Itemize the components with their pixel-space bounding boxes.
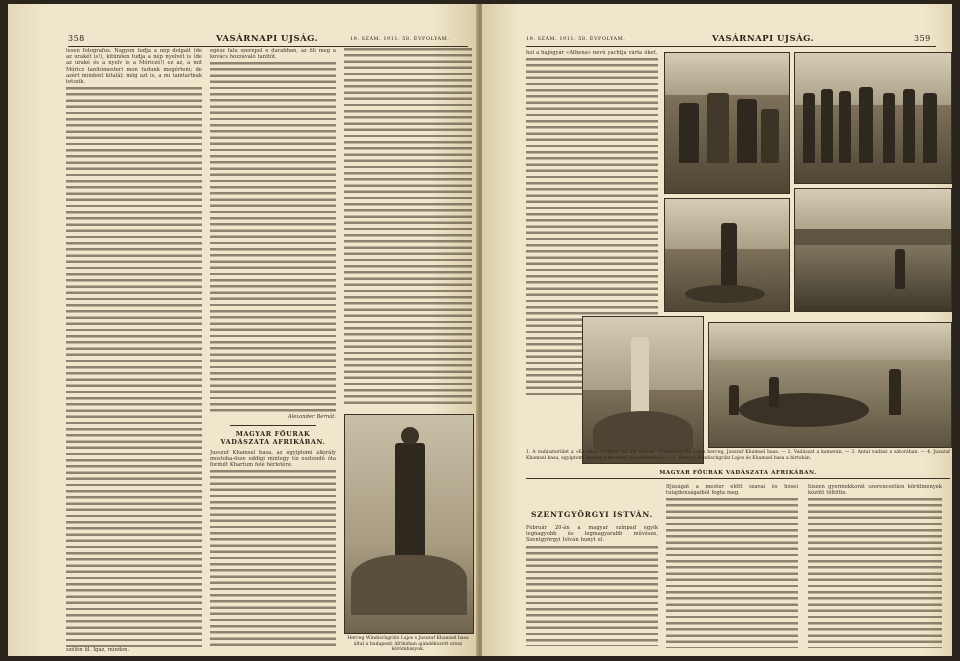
article-banner: MAGYAR FŐURAK VADÁSZATA AFRIKÁBAN. [526, 470, 950, 479]
left-col2-body-text [210, 62, 336, 414]
left-column-2 [210, 48, 336, 652]
left-column-1 [66, 48, 202, 652]
left-col2-opening: egész falu szerepel e darabban, az öli meg a kovács hozzávaló tanitót. [210, 48, 336, 61]
article-title-left: MAGYAR FŐURAK VADÁSZATA AFRIKÁBAN. [220, 429, 326, 446]
right-col1-opening: hol a hajógyár «Athena» nevű yachtja várta őket. [526, 50, 658, 56]
left-header [68, 32, 468, 47]
szentgyorgyi-column-3 [808, 484, 942, 652]
animal-skin [351, 555, 467, 615]
right-page [482, 4, 952, 656]
szentgyorgyi-body-3 [808, 498, 942, 648]
left-col1-opening: lesen fotografus. Nagyon tudja a nép dolgait (de az urakét is!), kitünően tudja a nép nyelvét is (de az uraké és a nyelv is a Móriczé!) ez az, a mit Móricz tanitómesteri mon tudunk megérteni; de azért mindent kitalál; mög azt is, a mi tamtartnak tetszik. [66, 48, 202, 86]
left-running-date: 19. SZÁM. 1911. 58. ÉVFOLYAM. [350, 36, 450, 42]
szentgyorgyi-col3-opening: hiszen gyermekkorát szerencsétlen körülmények között töltötte. [808, 484, 942, 497]
photo-landscape [794, 188, 952, 312]
szentgyorgyi-opening: Február 20-án a magyar színpad egyik legnagyobb és legmagyarabb művésze, Szentgyörgyi István hunyt el. [526, 525, 658, 544]
szentgyorgyi-body-1 [526, 546, 658, 646]
officer-head [401, 427, 419, 445]
article-body-text [210, 470, 336, 650]
review-signature: Alexander Bernát. [287, 414, 336, 421]
left-running-title: VASÁRNAPI UJSÁG. [216, 34, 319, 44]
photo-captions: 1. A vadászterület a «Karafle» yachton: Az ülő sorban: Windischgrätz Lajos herceg, Jusszuf Khamsel basa. — 2. Vadászat a kamerán. — 3. Antal vadász a sátorában. — 4. Jusszuf Khamsel basa, egyiptomi herceg a bevezető fácánfészekről. — 5. Herceg Windischgrätz Lajos és Khamsel basa a birtokán. [526, 450, 950, 461]
photo-hunting-party [794, 52, 952, 184]
photo-hippo-river [708, 322, 952, 448]
left-col1-closing: szélén ül. Igaz, minden. [66, 647, 130, 652]
szentgyorgyi-title: SZENTGYÖRGYI ISTVÁN. [531, 510, 653, 519]
article-opening: Jusszuf Khamsel basa, az egyiptomi alkirály mostoha-ösze eddigi mintegy tíz esztendő óta fordult Khartum felé bérletére. [210, 449, 336, 469]
szentgyorgyi-col2-opening: Ifjúságát a mester előtt szavai és hősei tulajdonságaiból fogta meg. [666, 484, 798, 497]
photo-group-yacht [664, 52, 790, 194]
left-page-number: 358 [68, 34, 85, 43]
section-divider [230, 425, 316, 426]
right-running-date: 19. SZÁM. 1911. 58. ÉVFOLYAM. [526, 36, 626, 42]
right-header [526, 32, 936, 47]
officer-figure [395, 443, 425, 573]
photo-hunter-rifle [664, 198, 790, 312]
left-page [8, 4, 478, 656]
newspaper-spread [8, 4, 952, 656]
szentgyorgyi-column-1 [526, 484, 658, 652]
officer-photo-caption: Herceg Windischgrätz Lajos s Jusszuf Khamsel basa által a budapesti Afrikában ajándékozott orosz körömbásyuk. [347, 636, 469, 653]
officer-photo [344, 414, 474, 634]
szentgyorgyi-body-2 [666, 498, 798, 648]
photo-hunter-trophy [582, 316, 704, 464]
szentgyorgyi-column-2 [666, 484, 798, 652]
right-page-number: 359 [914, 34, 931, 43]
left-col3-body-text [344, 48, 472, 404]
left-column-3 [344, 48, 472, 408]
right-running-title: VASÁRNAPI UJSÁG. [712, 34, 815, 44]
left-col1-body-text [66, 87, 202, 647]
